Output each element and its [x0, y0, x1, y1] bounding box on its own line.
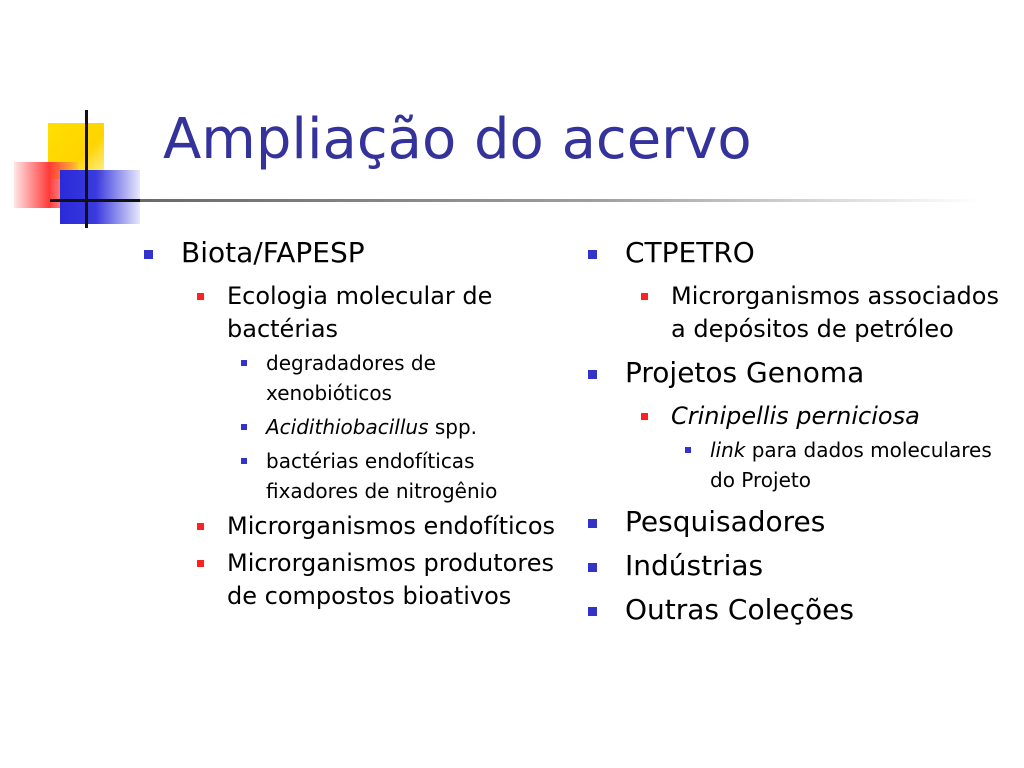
list-item-label: Microrganismos produtores de compostos bioativos [227, 549, 554, 610]
list-item-label: Microrganismos endofíticos [227, 512, 556, 540]
list-item-acidithiobacillus [241, 412, 564, 442]
square-bullet-icon [588, 519, 597, 528]
slide-title: Ampliação do acervo [163, 107, 752, 172]
list-item-biota [144, 236, 564, 613]
list-item-endofiticas [241, 446, 564, 506]
species-suffix: spp. [428, 415, 478, 439]
list-item-industrias [588, 549, 1008, 583]
list-item-label: Microrganismos associados a depósitos de petróleo [671, 282, 999, 343]
left-column [144, 236, 564, 623]
list-item-label: Ecologia molecular de bactérias [227, 282, 493, 343]
square-bullet-icon [588, 607, 597, 616]
square-bullet-icon [197, 560, 204, 567]
list-item-label: degradadores de xenobióticos [266, 351, 436, 405]
square-bullet-icon [588, 250, 597, 259]
square-bullet-icon [241, 424, 247, 430]
list-item-outras-colecoes [588, 593, 1008, 627]
square-bullet-icon [641, 293, 648, 300]
list-item-label: Projetos Genoma [625, 356, 865, 389]
list-item-petroleo [641, 280, 1008, 346]
right-column [588, 236, 1008, 637]
list-item-label: CTPETRO [625, 236, 755, 269]
list-item-ecologia [197, 280, 564, 506]
list-item-label: Biota/FAPESP [181, 236, 365, 269]
list-item-crinipellis [641, 400, 1008, 495]
list-item-label: Pesquisadores [625, 505, 826, 538]
list-item-degradadores [241, 348, 564, 408]
list-item-pesquisadores [588, 505, 1008, 539]
list-item-ctpetro [588, 236, 1008, 346]
square-bullet-icon [197, 293, 204, 300]
square-bullet-icon [588, 563, 597, 572]
link-description: para dados moleculares do Projeto [710, 438, 992, 492]
square-bullet-icon [241, 360, 247, 366]
link-word: link [710, 438, 746, 462]
list-item-bioativos [197, 547, 564, 613]
list-item-label: Crinipellis perniciosa [671, 402, 920, 430]
list-item-endofiticos [197, 510, 564, 543]
vertical-line [85, 110, 88, 228]
square-bullet-icon [588, 370, 597, 379]
square-bullet-icon [641, 413, 648, 420]
horizontal-line [50, 199, 140, 202]
title-underline [140, 199, 980, 202]
list-item-genoma [588, 356, 1008, 495]
genus-name: Acidithiobacillus [266, 415, 429, 439]
list-item-label: bactérias endofíticas fixadores de nitrogênio [266, 449, 498, 503]
blue-square [60, 170, 140, 224]
list-item-link [685, 435, 1008, 495]
square-bullet-icon [241, 458, 247, 464]
list-item-label: Outras Coleções [625, 593, 854, 626]
square-bullet-icon [197, 523, 204, 530]
square-bullet-icon [685, 447, 691, 453]
square-bullet-icon [144, 250, 153, 259]
list-item-label: Indústrias [625, 549, 764, 582]
